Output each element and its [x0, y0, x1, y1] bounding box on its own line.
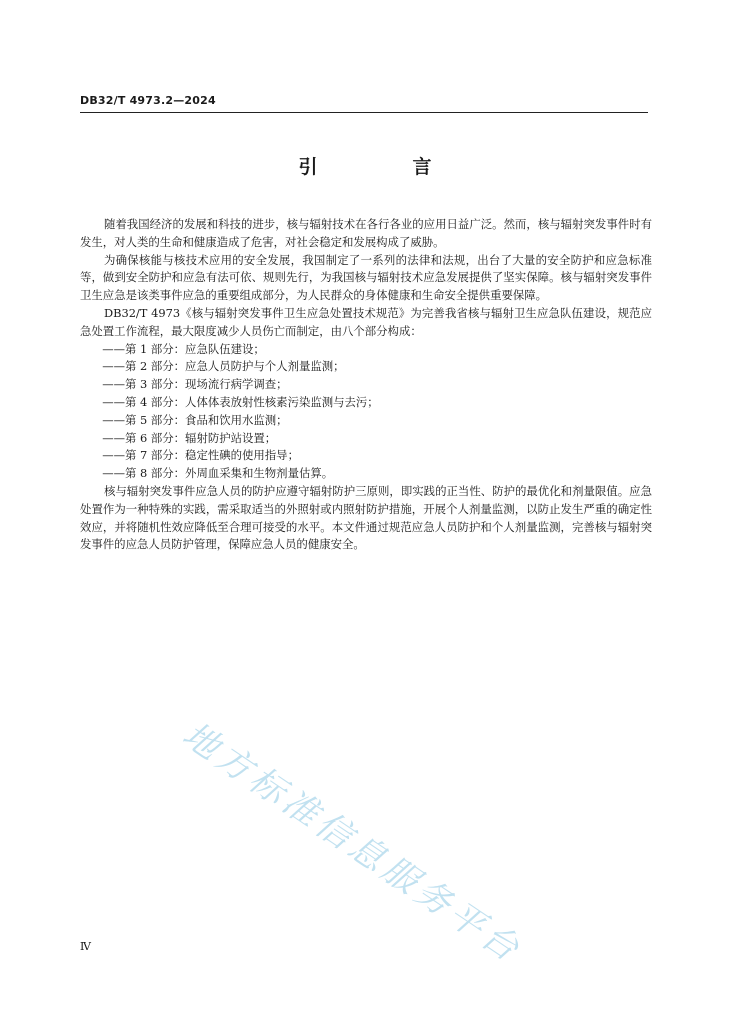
closing-paragraph: 核与辐射突发事件应急人员的防护应遵守辐射防护三原则，即实践的正当性、防护的最优化和剂量限值。应急处置作为一种特殊的实践，需采取适当的外照射或内照射防护措施，开展个人剂量监测，以防止发生严重的确定性效应，并将随机性效应降低至合理可接受的水平。本文件通过规范应急人员防护和个人剂量监测，完善核与辐射突发事件的应急人员防护管理，保障应急人员的健康安全。 [80, 483, 652, 552]
standard-code: DB32/T 4973.2—2024 [80, 94, 216, 107]
intro-paragraph-3: DB32/T 4973《核与辐射突发事件卫生应急处置技术规范》为完善我省核与辐射卫生应急队伍建设，规范应急处置工作流程，最大限度减少人员伤亡而制定，由八个部分构成： [80, 305, 652, 338]
page-title: 引 言 [298, 156, 470, 178]
part-list-item-2: ——第 2 部分：应急人员防护与个人剂量监测； [102, 359, 345, 374]
part-list-item-5: ——第 5 部分：食品和饮用水监测； [102, 412, 288, 427]
page-number: Ⅳ [80, 940, 91, 953]
header-rule [80, 112, 648, 113]
part-list-item-8: ——第 8 部分：外周血采集和生物剂量估算。 [102, 466, 334, 481]
part-list-item-7: ——第 7 部分：稳定性碘的使用指导； [102, 448, 299, 463]
intro-paragraph-1: 随着我国经济的发展和科技的进步，核与辐射技术在各行各业的应用日益广泛。然而，核与辐射突发事件时有发生，对人类的生命和健康造成了危害，对社会稳定和发展构成了威胁。 [80, 217, 652, 249]
part-list-item-3: ——第 3 部分：现场流行病学调查； [102, 377, 288, 392]
parts-list [80, 341, 652, 483]
part-list-item-6: ——第 6 部分：辐射防护站设置； [102, 430, 277, 445]
intro-paragraph-2: 为确保核能与核技术应用的安全发展，我国制定了一系列的法律和法规，出台了大量的安全防护和应急标准等，做到安全防护和应急有法可依、规则先行，为我国核与辐射技术应急发展提供了坚实保障。核与辐射突发事件卫生应急是该类事件应急的重要组成部分，为人民群众的身体健康和生命安全提供重要保障。 [80, 252, 652, 303]
document-body [80, 216, 652, 554]
part-list-item-4: ——第 4 部分：人体体表放射性核素污染监测与去污； [102, 394, 379, 409]
part-list-item-1: ——第 1 部分：应急队伍建设； [102, 341, 265, 356]
watermark-text: 地方标准信息服务平台 [175, 714, 530, 972]
